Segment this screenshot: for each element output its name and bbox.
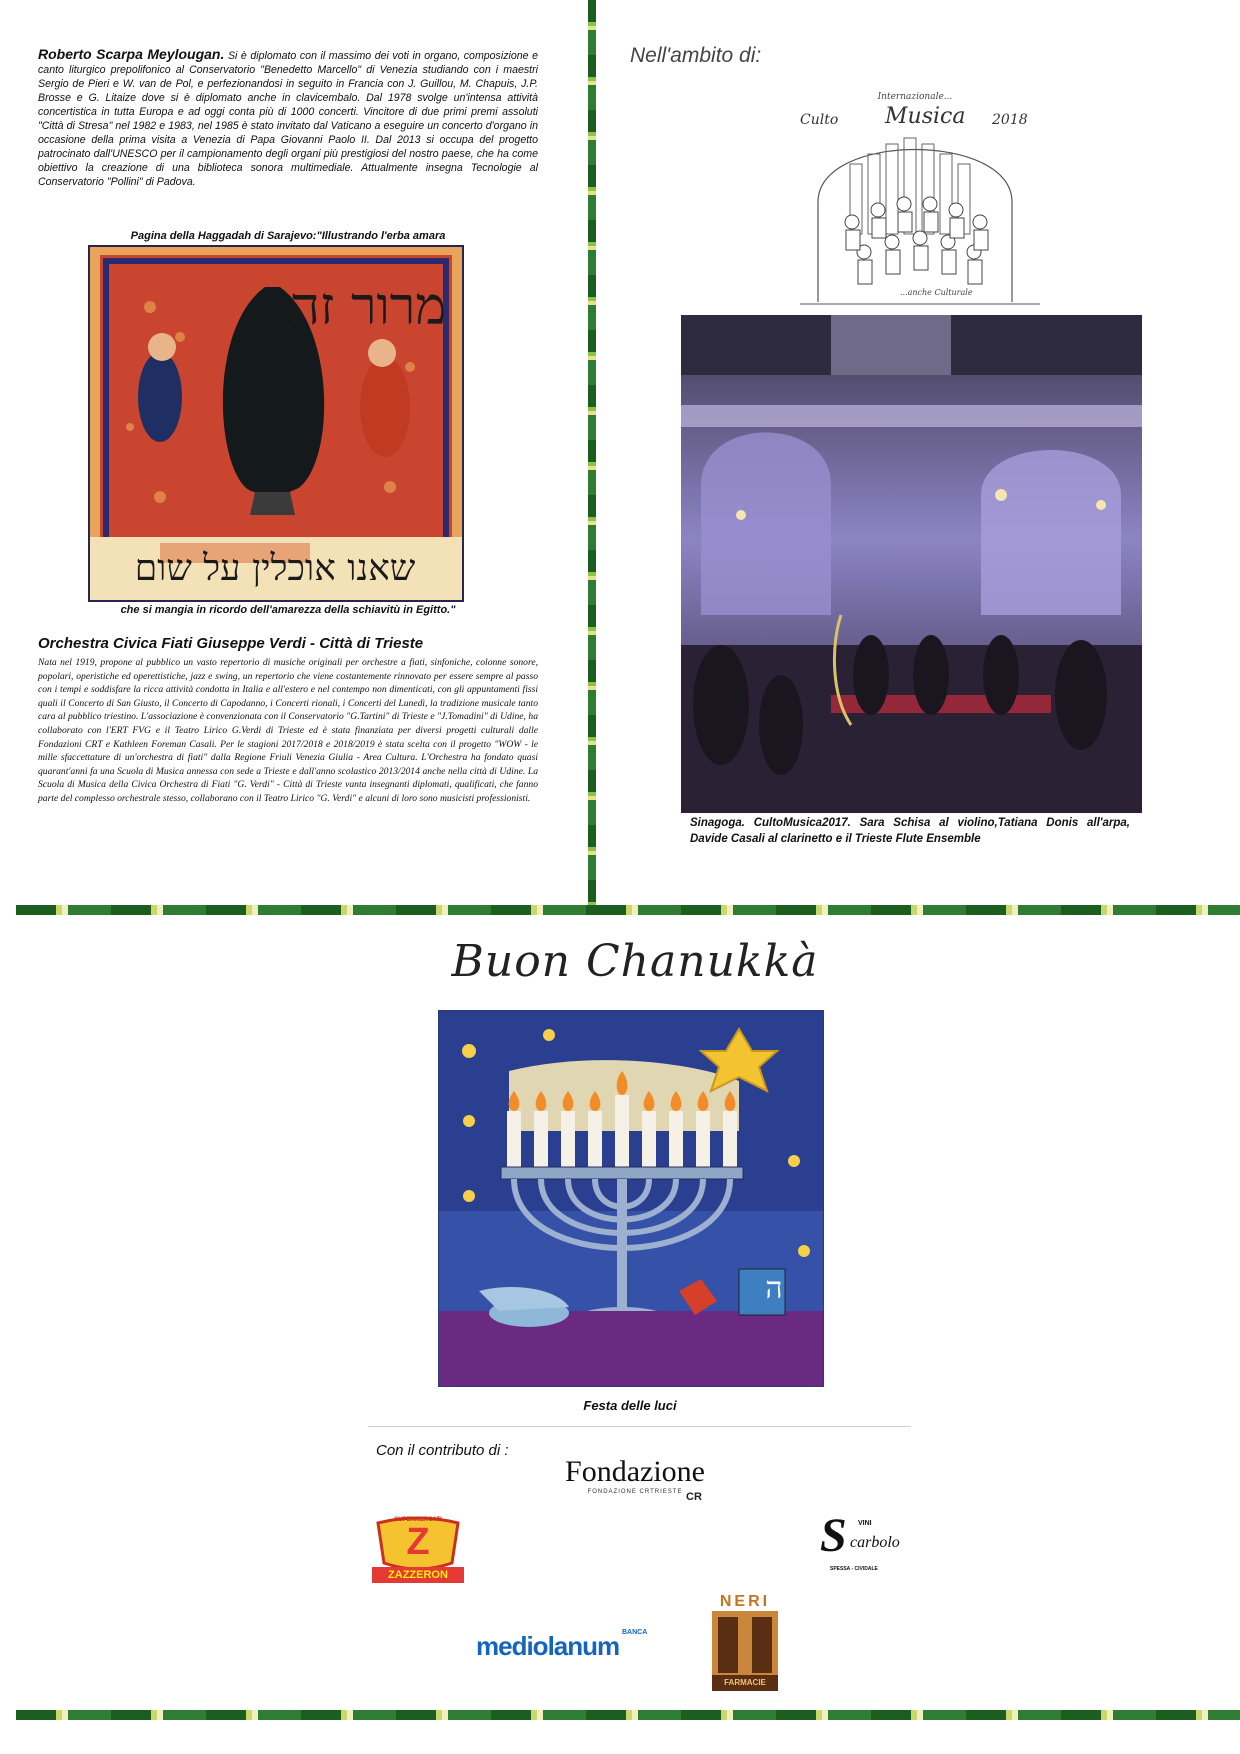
fondazione-logo-mark: CR xyxy=(686,1491,702,1503)
fondazione-logo-text: Fondazione xyxy=(565,1455,705,1488)
culto-logo-line1: Internazionale... xyxy=(877,92,953,102)
mediolanum-logo xyxy=(476,1625,646,1670)
zazzeron-logo xyxy=(368,1515,468,1585)
scarbolo-logo xyxy=(820,1508,920,1578)
haggadah-hebrew-top: מרור זה xyxy=(290,277,447,337)
synagogue-photo-art xyxy=(681,315,1142,813)
haggadah-caption-bottom: che si mangia in ricordo dell'amarezza della schiavitù in Egitto." xyxy=(120,604,456,616)
horizontal-divider-bottom xyxy=(16,1710,1240,1720)
synagogue-photo xyxy=(681,315,1142,813)
chanukka-title: Buon Chanukkà xyxy=(451,936,819,987)
bio-paragraph xyxy=(38,47,538,189)
chanukka-image-caption: Festa delle luci xyxy=(583,1398,677,1413)
culto-logo-year: 2018 xyxy=(992,112,1028,128)
fondazione-logo xyxy=(560,1455,710,1503)
neri-name: NERI xyxy=(719,1593,771,1610)
synagogue-caption: Sinagoga. CultoMusica2017. Sara Schisa al violino,Tatiana Donis all'arpa, Davide Casali al clarinetto e il Trieste Flute Ensemble xyxy=(690,817,1130,845)
bio-text: Si è diplomato con il massimo dei voti in organo, composizione e canto liturgico prepolifonico al Conservatorio "Benedetto Marcello" di Venezia studiando con i maestri Sergio de Pieri e W. van de Pol, e perfezionandosi in seguito in Francia con J. Guillou, M. Chapuis, J.P. Brosse e G. Litaize dove si è diplomato anche in clavicembalo. Dal 1978 svolge un'intensa attività concertistica in tutta Europa e ad oggi conta più di 1000 concerti. Vincitore di due primi premi assoluti "Città di Stresa" nel 1982 e 1983, nel 1985 è stato invitato dal Vaticano a eseguire un concerto d'organo in occasione della prima visita a Venezia di Papa Giovanni Paolo II. Dal 2013 si occupa del progetto patrocinato dall'UNESCO per il campionamento degli organi più prestigiosi del nostro paese, che ha come obiettivo la creazione di una biblioteca sonora multimediale. Attualmente insegna Tecnologie al Conservatorio "Pollini" di Padova. xyxy=(38,50,538,188)
scarbolo-sub: SPESSA - CIVIDALE xyxy=(830,1566,878,1572)
orchestra-text: Nata nel 1919, propone al pubblico un vasto repertorio di musiche originali per orchestre a fiati, sinfoniche, colonne sonore, popolari, operistiche ed operettistiche, jazz e swing, un repertorio che viene costantemente rinnovato per essere sempre al passo con i tempi e soddisfare la ricca attività condotta in Italia e all'estero e nel contempo non dimenticati, con gli appuntamenti fissi quali il Concerto di San Giusto, il Concerto di Capodanno, i Concerti rionali, i Concerti del Lunedì, la tradizione musicale tanto cara al pubblico triestino. L'associazione è convenzionata con il Conservatorio "G.Tartini" di Trieste e "J.Tomadini" di Udine, ha collaborato con l'ERT FVG e il Teatro Lirico G.Verdi di Trieste ed è stata finanziata per diversi progetti culturali dalle Fondazioni CRT e Kathleen Foreman Casali. Per le stagioni 2017/2018 e 2018/2019 è stata scelta con il progetto "WOW - le mille sfaccettature di un'orchestra di fiati" dalla Regione Friuli Venezia Giulia - Area Cultura. L'Orchestra ha fondato quasi quarant'anni fa una Scuola di Musica annessa con sede a Trieste e dall'anno scolastico 2013/2014 anche nella città di Udine. La Scuola di Musica della Civica Orchestra di Fiati "G. Verdi" - Città di Trieste vanta insegnanti diplomati, qualificati, che fanno parte del complesso orchestrale stesso, collaborano con il Teatro Lirico "G. Verdi" e alcuni di loro sono musicisti professionisti. xyxy=(38,657,538,804)
orchestra-title: Orchestra Civica Fiati Giuseppe Verdi - Città di Trieste xyxy=(38,635,424,652)
neri-logo xyxy=(712,1593,778,1691)
culto-logo-musica: Musica xyxy=(885,104,966,129)
ambito-label: Nell'ambito di: xyxy=(630,44,762,67)
neri-sub: FARMACIE xyxy=(724,1678,766,1687)
scarbolo-name: carbolo xyxy=(850,1534,900,1551)
scarbolo-vini: VINI xyxy=(858,1520,872,1527)
sponsors-label: Con il contributo di : xyxy=(376,1442,509,1459)
zazzeron-top: SUPERMERCATI xyxy=(394,1517,442,1523)
fondazione-logo-sub: FONDAZIONE CRTRIESTE xyxy=(587,1489,683,1495)
culto-logo-culto: Culto xyxy=(800,112,839,128)
menorah-artwork xyxy=(439,1011,823,1386)
culto-musica-logo xyxy=(780,92,1050,312)
bio-name: Roberto Scarpa Meylougan. xyxy=(38,46,225,62)
mediolanum-name: mediolanum xyxy=(476,1631,620,1661)
vertical-divider xyxy=(588,0,596,905)
haggadah-illustration xyxy=(88,245,464,602)
dreidel-letter: ה xyxy=(765,1271,783,1306)
horizontal-divider-top xyxy=(16,905,1240,915)
haggadah-hebrew-bottom: שאנו אוכלין על שום xyxy=(134,548,416,589)
menorah-illustration xyxy=(438,1010,824,1387)
sponsors-separator xyxy=(368,1426,911,1427)
scarbolo-letter: S xyxy=(820,1509,847,1562)
mediolanum-banca: BANCA xyxy=(622,1629,648,1636)
zazzeron-letter: Z xyxy=(406,1521,430,1563)
zazzeron-name: ZAZZERON xyxy=(388,1569,448,1581)
haggadah-caption-top: Pagina della Haggadah di Sarajevo:"Illustrando l'erba amara xyxy=(130,230,446,242)
culto-logo-bottom: ...anche Culturale xyxy=(900,288,973,297)
